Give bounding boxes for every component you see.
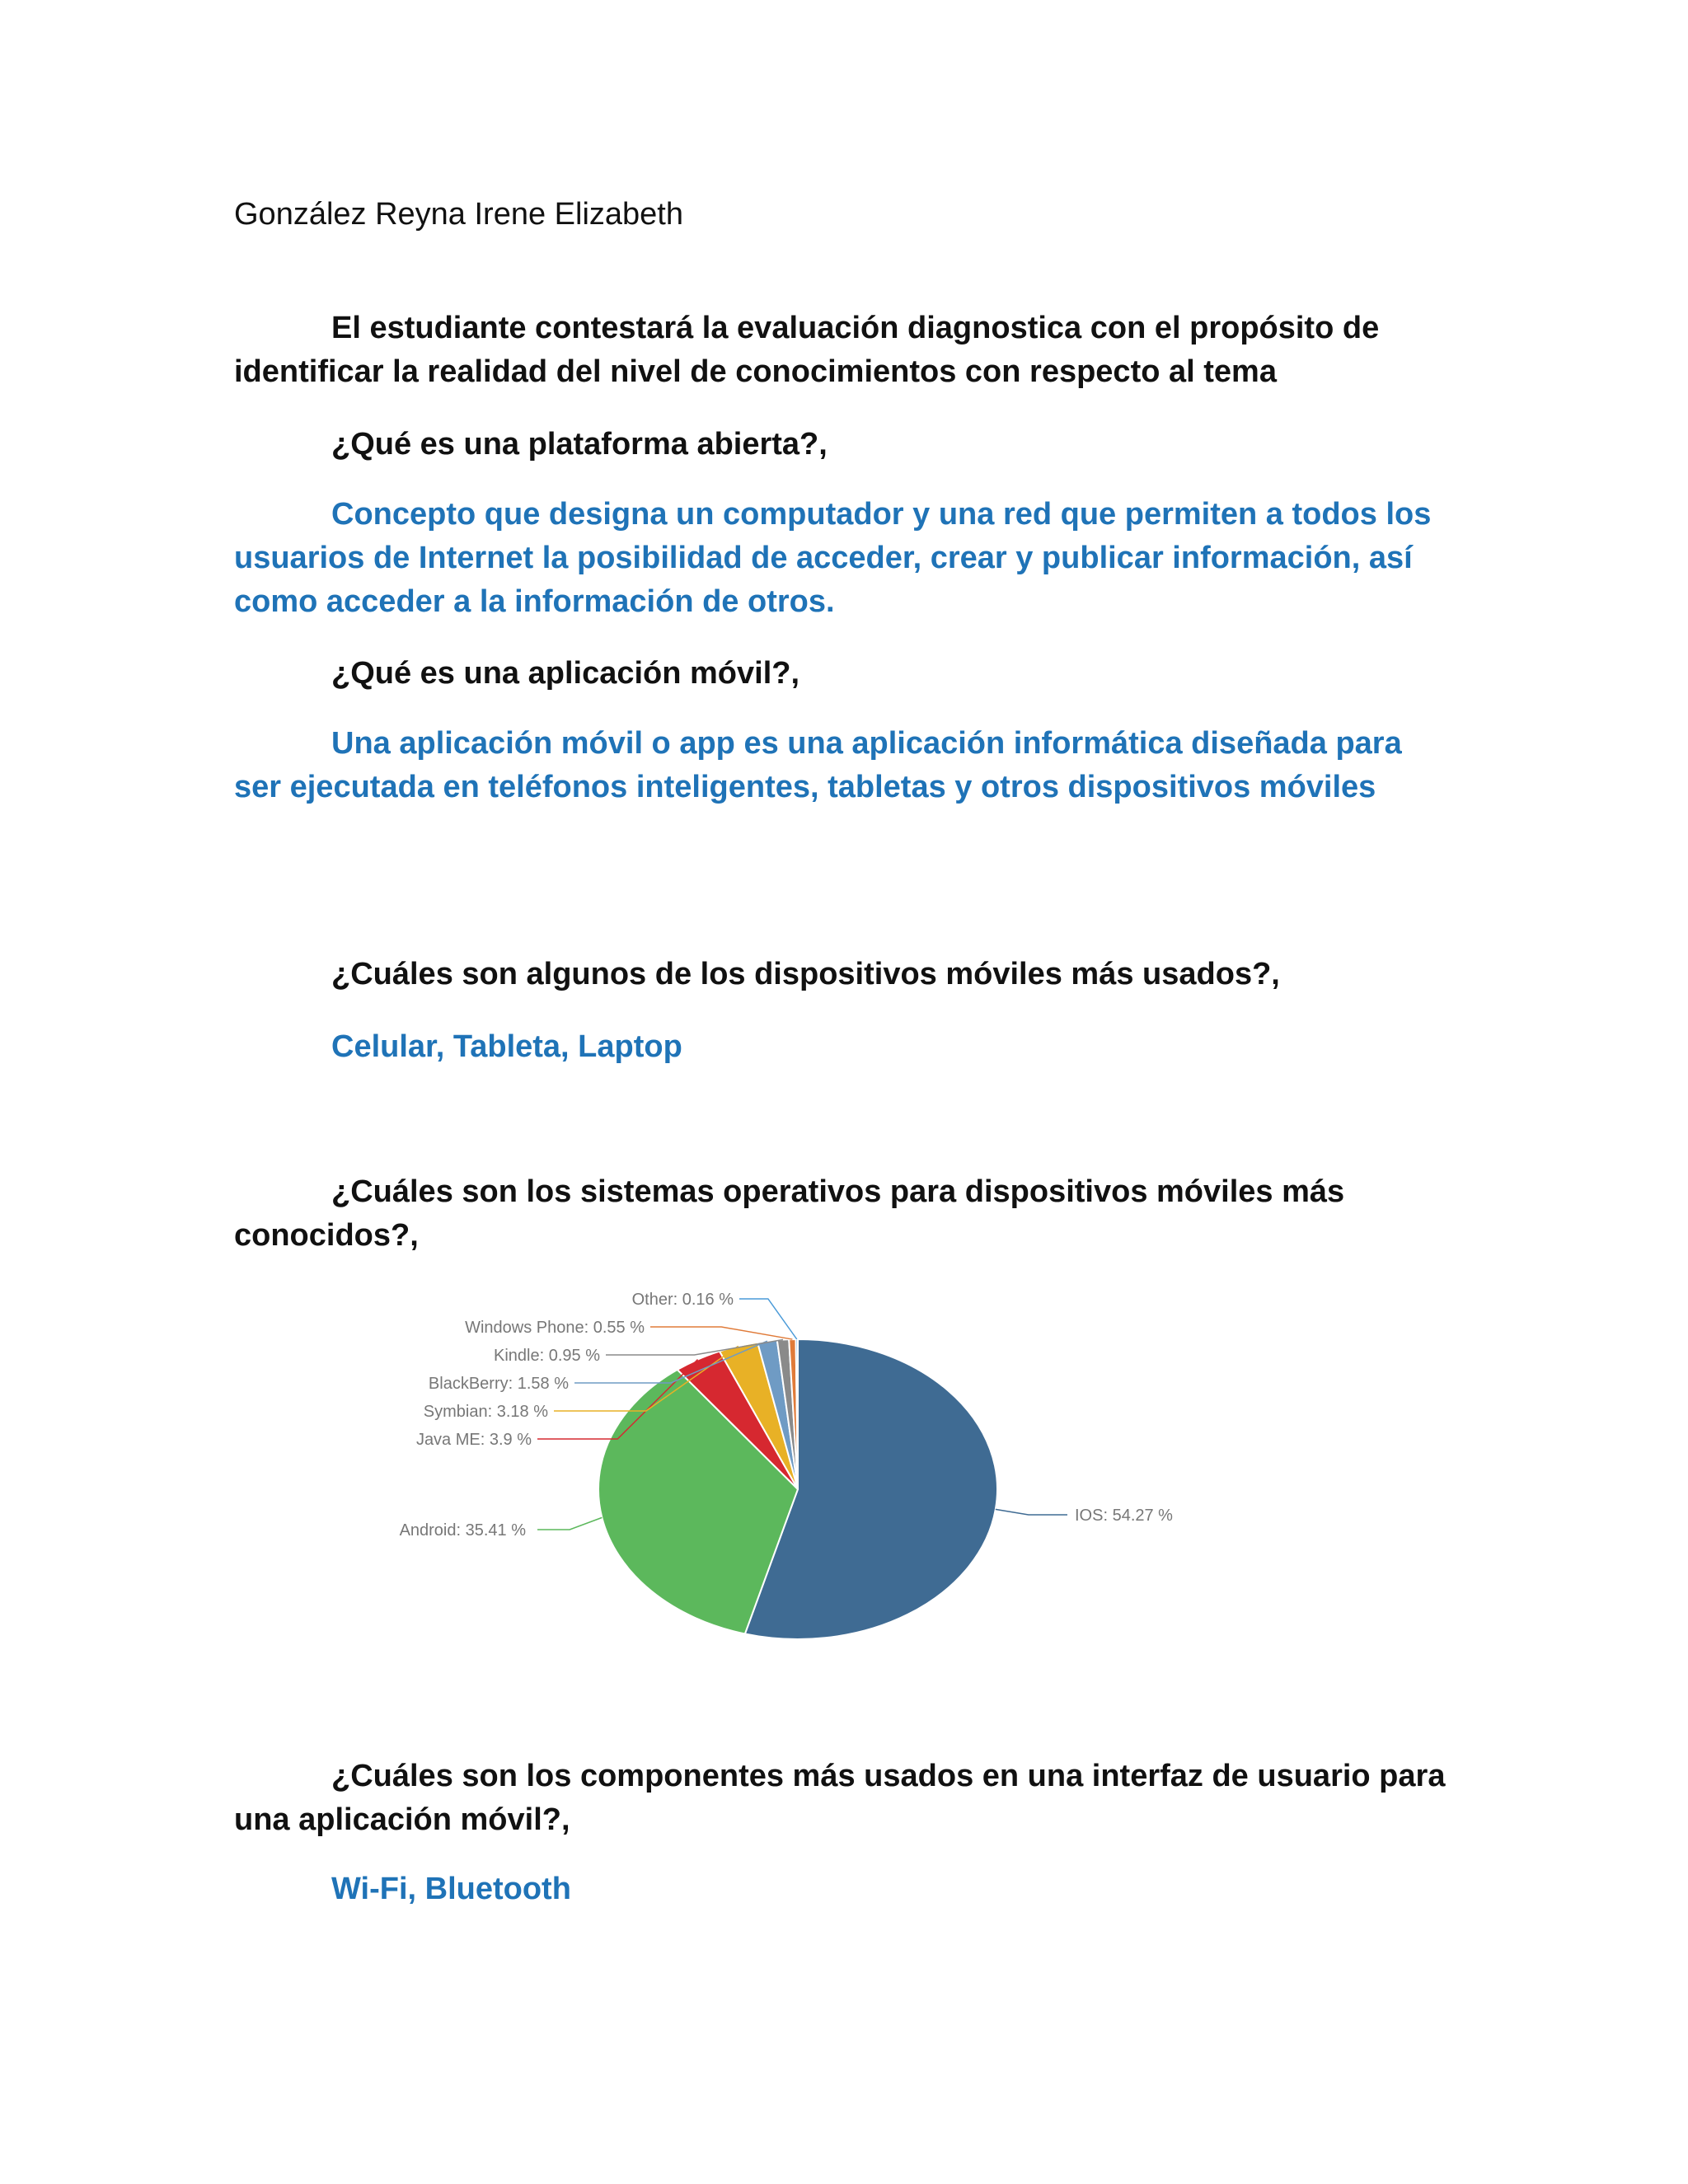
answer-1: Concepto que designa un computador y una red que permiten a todos los usuarios de Internet la posibilidad de acceder, crear y publicar información, así como acceder a la información de otros.	[234, 497, 1432, 619]
os-market-share-pie-chart	[346, 1282, 1236, 1661]
pie-leader-line	[739, 1299, 797, 1339]
question-5: ¿Cuáles son los componentes más usados en una interfaz de usuario para una aplicación móvil?,	[234, 1759, 1446, 1837]
pie-leader-line	[996, 1509, 1067, 1515]
pie-label: Windows Phone: 0.55 %	[465, 1319, 645, 1337]
question-4: ¿Cuáles son los sistemas operativos para dispositivos móviles más conocidos?,	[234, 1174, 1345, 1253]
question-3: ¿Cuáles son algunos de los dispositivos móviles más usados?,	[331, 957, 1280, 991]
answer-5: Wi-Fi, Bluetooth	[331, 1872, 571, 1906]
pie-label: Other: 0.16 %	[631, 1291, 734, 1309]
pie-label: BlackBerry: 1.58 %	[428, 1375, 569, 1393]
question-1: ¿Qué es una plataforma abierta?,	[331, 427, 828, 462]
pie-label: IOS: 54.27 %	[1075, 1507, 1173, 1525]
pie-label: Kindle: 0.95 %	[494, 1347, 600, 1365]
intro-paragraph: El estudiante contestará la evaluación diagnostica con el propósito de identificar la realidad del nivel de conocimientos con respecto al tema	[234, 311, 1380, 389]
answer-3: Celular, Tableta, Laptop	[331, 1029, 682, 1064]
question-2: ¿Qué es una aplicación móvil?,	[331, 656, 800, 691]
pie-label: Symbian: 3.18 %	[423, 1403, 548, 1421]
pie-label: Android: 35.41 %	[399, 1521, 526, 1540]
answer-2: Una aplicación móvil o app es una aplicación informática diseñada para ser ejecutada en teléfonos inteligentes, tabletas y otros dispositivos móviles	[234, 726, 1402, 804]
pie-leader-line	[650, 1327, 792, 1339]
pie-label: Java ME: 3.9 %	[415, 1431, 532, 1449]
pie-leader-line	[537, 1517, 602, 1530]
author-name: González Reyna Irene Elizabeth	[234, 197, 683, 232]
